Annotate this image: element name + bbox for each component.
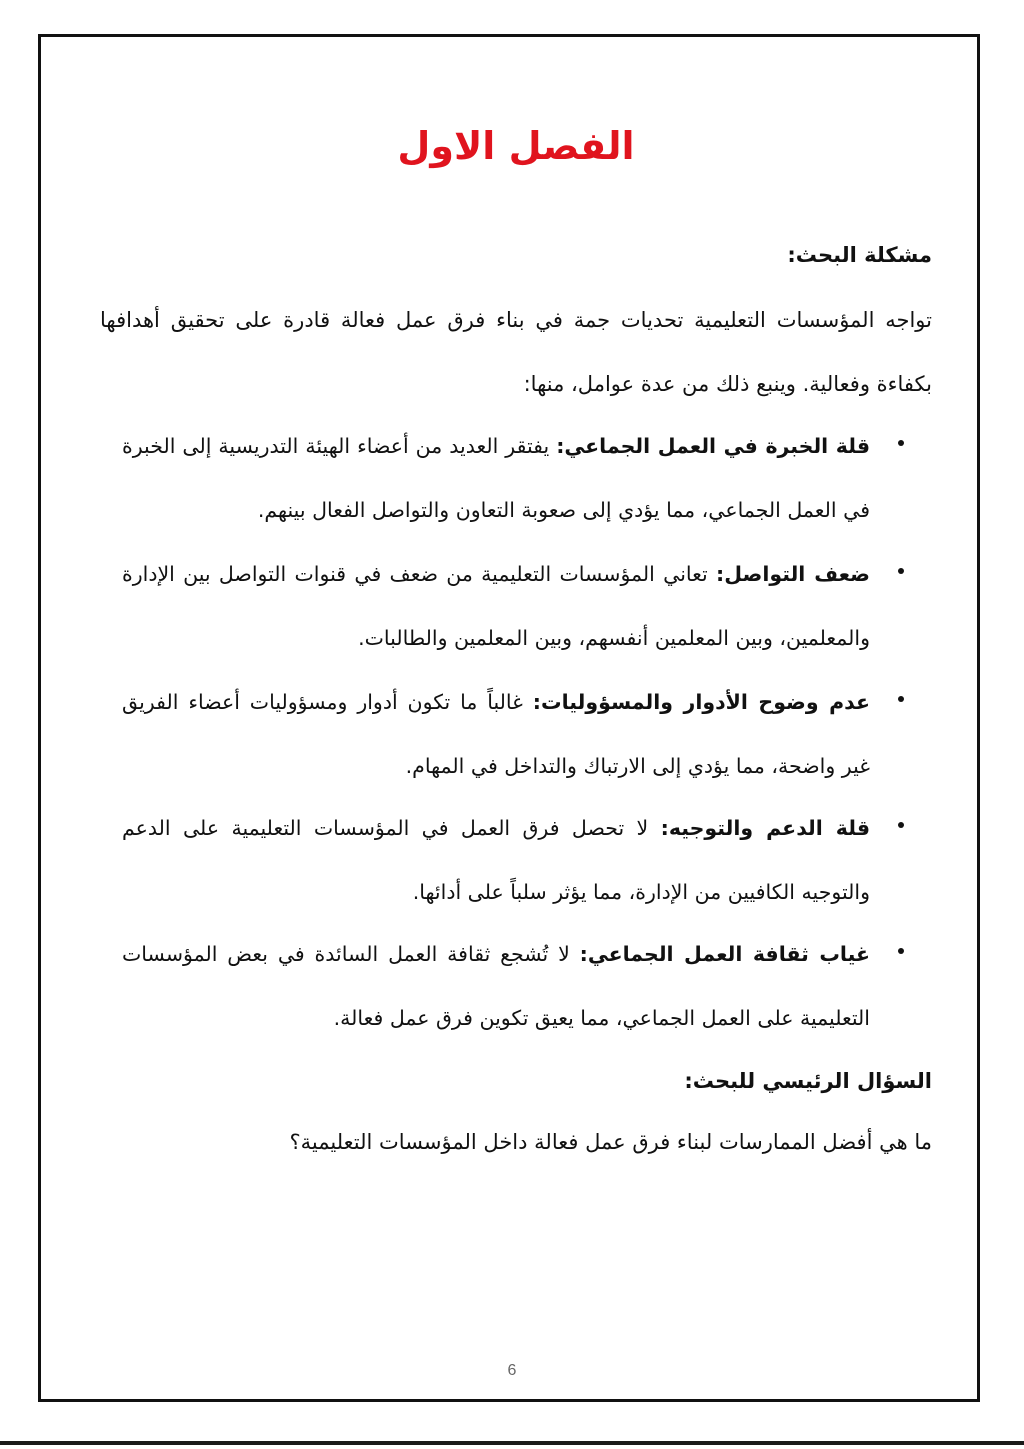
page-number: 6 (507, 1362, 517, 1379)
intro-paragraph: تواجه المؤسسات التعليمية تحديات جمة في بناء فرق عمل فعالة قادرة على تحقيق أهدافها بكفاءة وفعالية. وينبع ذلك من عدة عوامل، منها: (100, 308, 932, 396)
factor-term: ضعف التواصل: (716, 562, 870, 586)
factor-term: قلة الدعم والتوجيه: (660, 816, 870, 840)
bottom-divider (0, 1441, 1024, 1445)
bullet-icon (898, 948, 904, 954)
factor-term: قلة الخبرة في العمل الجماعي: (556, 434, 870, 458)
bullet-icon (898, 568, 904, 574)
factor-item (122, 542, 870, 670)
bullet-icon (898, 696, 904, 702)
factor-item (122, 414, 870, 542)
factor-item (122, 796, 870, 924)
problem-heading: مشكلة البحث: (787, 243, 932, 267)
factor-item (122, 670, 870, 798)
factor-text: تعاني المؤسسات التعليمية من ضعف في قنوات التواصل بين الإدارة والمعلمين، وبين المعلمين أنفسهم، وبين المعلمين والطالبات. (122, 562, 870, 650)
factor-text: غالباً ما تكون أدوار ومسؤوليات أعضاء الفريق غير واضحة، مما يؤدي إلى الارتباك والتداخل في المهام. (122, 690, 870, 778)
question-heading: السؤال الرئيسي للبحث: (684, 1069, 932, 1093)
factor-text: يفتقر العديد من أعضاء الهيئة التدريسية إلى الخبرة في العمل الجماعي، مما يؤدي إلى صعوبة التعاون والتواصل الفعال بينهم. (122, 434, 870, 522)
factor-term: عدم وضوح الأدوار والمسؤوليات: (532, 690, 870, 714)
factor-text: لا تُشجع ثقافة العمل السائدة في بعض المؤسسات التعليمية على العمل الجماعي، مما يعيق تكوين فرق عمل فعالة. (122, 942, 870, 1030)
bullet-icon (898, 440, 904, 446)
factor-term: غياب ثقافة العمل الجماعي: (579, 942, 870, 966)
factor-item (122, 922, 870, 1050)
factor-text: لا تحصل فرق العمل في المؤسسات التعليمية على الدعم والتوجيه الكافيين من الإدارة، مما يؤثر سلباً على أدائها. (122, 816, 870, 904)
question-text: ما هي أفضل الممارسات لبناء فرق عمل فعالة داخل المؤسسات التعليمية؟ (289, 1130, 932, 1154)
bullet-icon (898, 822, 904, 828)
chapter-title: الفصل الاول (397, 124, 635, 168)
